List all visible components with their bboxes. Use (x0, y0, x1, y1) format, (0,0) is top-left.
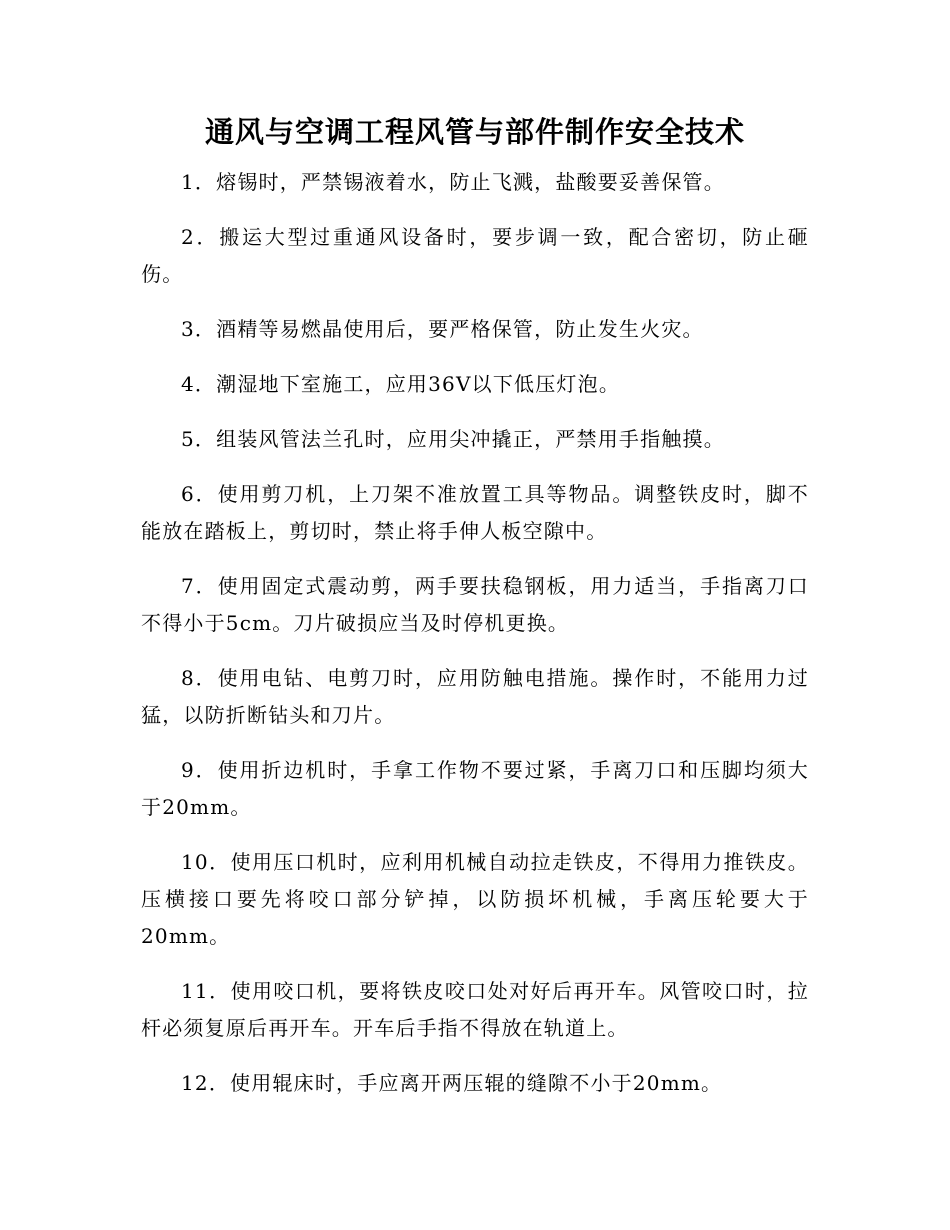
paragraph-5: 5．组装风管法兰孔时，应用尖冲撬正，严禁用手指触摸。 (181, 427, 725, 451)
document-title: 通风与空调工程风管与部件制作安全技术 (204, 115, 745, 149)
document-body (141, 164, 809, 1120)
paragraph-7: 7．使用固定式震动剪，两手要扶稳钢板，用力适当，手指离刀口不得小于5cm。刀片破损应当及时停机更换。 (141, 574, 809, 635)
paragraph-8: 8．使用电钻、电剪刀时，应用防触电措施。操作时，不能用力过猛，以防折断钻头和刀片。 (141, 666, 809, 727)
paragraph-4: 4．潮湿地下室施工，应用36V以下低压灯泡。 (181, 372, 621, 396)
paragraph-11: 11．使用咬口机，要将铁皮咬口处对好后再开车。风管咬口时，拉杆必须复原后再开车。开车后手指不得放在轨道上。 (141, 979, 809, 1040)
paragraph-9: 9．使用折边机时，手拿工作物不要过紧，手离刀口和压脚均须大于20mm。 (141, 758, 809, 819)
paragraph-6: 6．使用剪刀机，上刀架不准放置工具等物品。调整铁皮时，脚不能放在踏板上，剪切时，禁止将手伸人板空隙中。 (141, 482, 809, 543)
paragraph-1: 1．熔锡时，严禁锡液着水，防止飞溅，盐酸要妥善保管。 (181, 170, 725, 194)
paragraph-2: 2．搬运大型过重通风设备时，要步调一致，配合密切，防止砸伤。 (141, 225, 809, 286)
paragraph-3: 3．酒精等易燃晶使用后，要严格保管，防止发生火灾。 (181, 317, 704, 341)
paragraph-12: 12．使用辊床时，手应离开两压辊的缝隙不小于20mm。 (181, 1071, 723, 1095)
paragraph-10: 10．使用压口机时，应利用机械自动拉走铁皮，不得用力推铁皮。压横接口要先将咬口部分铲掉，以防损坏机械，手离压轮要大于20mm。 (141, 850, 809, 948)
